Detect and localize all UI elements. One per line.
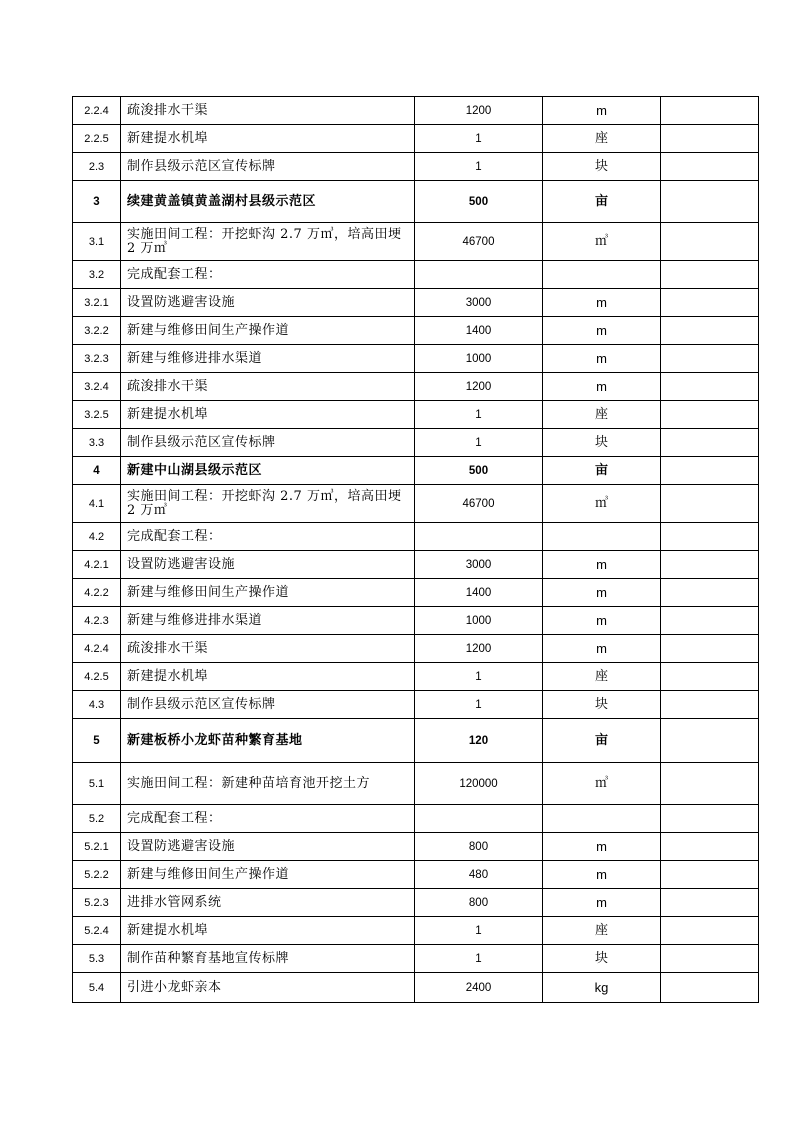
quantity-cell: 1200 xyxy=(415,373,543,401)
unit-cell: 座 xyxy=(543,401,661,429)
unit-cell: m xyxy=(543,579,661,607)
table-row xyxy=(73,805,759,833)
unit-cell: m xyxy=(543,97,661,125)
item-description-cell: 设置防逃避害设施 xyxy=(121,833,415,861)
unit-cell: ㎥ xyxy=(543,763,661,805)
row-number-cell: 2.2.4 xyxy=(73,97,121,125)
remarks-cell xyxy=(661,181,759,223)
item-description-cell: 新建中山湖县级示范区 xyxy=(121,457,415,485)
quantity-cell xyxy=(415,805,543,833)
table-row xyxy=(73,861,759,889)
table-row xyxy=(73,691,759,719)
remarks-cell xyxy=(661,457,759,485)
row-number-cell: 2.2.5 xyxy=(73,125,121,153)
table-row xyxy=(73,261,759,289)
unit-cell: 块 xyxy=(543,691,661,719)
unit-cell: 块 xyxy=(543,945,661,973)
row-number-cell: 4 xyxy=(73,457,121,485)
row-number-cell: 3.2.5 xyxy=(73,401,121,429)
table-row xyxy=(73,429,759,457)
quantity-cell: 1 xyxy=(415,429,543,457)
table-row xyxy=(73,635,759,663)
item-description-cell: 制作县级示范区宣传标牌 xyxy=(121,691,415,719)
unit-cell: m xyxy=(543,345,661,373)
item-description-cell: 进排水管网系统 xyxy=(121,889,415,917)
table-row xyxy=(73,345,759,373)
remarks-cell xyxy=(661,607,759,635)
quantity-cell: 120000 xyxy=(415,763,543,805)
quantity-cell: 46700 xyxy=(415,485,543,523)
remarks-cell xyxy=(661,429,759,457)
unit-cell: m xyxy=(543,551,661,579)
remarks-cell xyxy=(661,917,759,945)
row-number-cell: 3 xyxy=(73,181,121,223)
unit-cell: 座 xyxy=(543,917,661,945)
item-description-cell: 制作苗种繁育基地宣传标牌 xyxy=(121,945,415,973)
remarks-cell xyxy=(661,153,759,181)
table-row xyxy=(73,457,759,485)
quantity-cell: 1200 xyxy=(415,97,543,125)
unit-cell: 块 xyxy=(543,153,661,181)
row-number-cell: 4.2.4 xyxy=(73,635,121,663)
item-description-cell: 新建与维修进排水渠道 xyxy=(121,345,415,373)
row-number-cell: 3.3 xyxy=(73,429,121,457)
quantity-cell: 1 xyxy=(415,691,543,719)
remarks-cell xyxy=(661,861,759,889)
remarks-cell xyxy=(661,401,759,429)
item-description-cell: 新建与维修进排水渠道 xyxy=(121,607,415,635)
table-row xyxy=(73,125,759,153)
remarks-cell xyxy=(661,373,759,401)
quantity-cell: 500 xyxy=(415,181,543,223)
project-items-table xyxy=(72,96,759,1003)
quantity-cell: 1400 xyxy=(415,579,543,607)
row-number-cell: 5.2 xyxy=(73,805,121,833)
quantity-cell: 800 xyxy=(415,833,543,861)
item-description-cell: 完成配套工程： xyxy=(121,261,415,289)
item-description-cell: 新建提水机埠 xyxy=(121,401,415,429)
remarks-cell xyxy=(661,261,759,289)
row-number-cell: 5.2.3 xyxy=(73,889,121,917)
row-number-cell: 5.3 xyxy=(73,945,121,973)
unit-cell: 亩 xyxy=(543,457,661,485)
item-description-cell: 实施田间工程：开挖虾沟 2.7 万㎥，培高田埂 2 万㎥ xyxy=(121,223,415,261)
table-row xyxy=(73,223,759,261)
table-row xyxy=(73,973,759,1003)
remarks-cell xyxy=(661,805,759,833)
item-description-cell: 设置防逃避害设施 xyxy=(121,551,415,579)
row-number-cell: 5.4 xyxy=(73,973,121,1003)
row-number-cell: 3.1 xyxy=(73,223,121,261)
remarks-cell xyxy=(661,719,759,763)
item-description-cell: 新建与维修田间生产操作道 xyxy=(121,317,415,345)
row-number-cell: 4.1 xyxy=(73,485,121,523)
quantity-cell: 1000 xyxy=(415,345,543,373)
quantity-cell: 46700 xyxy=(415,223,543,261)
remarks-cell xyxy=(661,579,759,607)
quantity-cell: 2400 xyxy=(415,973,543,1003)
table-row xyxy=(73,763,759,805)
item-description-cell: 设置防逃避害设施 xyxy=(121,289,415,317)
unit-cell: m xyxy=(543,861,661,889)
row-number-cell: 4.2.3 xyxy=(73,607,121,635)
quantity-cell: 1 xyxy=(415,663,543,691)
unit-cell: m xyxy=(543,607,661,635)
row-number-cell: 4.3 xyxy=(73,691,121,719)
remarks-cell xyxy=(661,973,759,1003)
quantity-cell: 1 xyxy=(415,401,543,429)
unit-cell: 座 xyxy=(543,125,661,153)
remarks-cell xyxy=(661,485,759,523)
row-number-cell: 4.2.2 xyxy=(73,579,121,607)
row-number-cell: 5.2.2 xyxy=(73,861,121,889)
remarks-cell xyxy=(661,889,759,917)
unit-cell: m xyxy=(543,289,661,317)
remarks-cell xyxy=(661,223,759,261)
quantity-cell: 500 xyxy=(415,457,543,485)
quantity-cell: 480 xyxy=(415,861,543,889)
table-row xyxy=(73,153,759,181)
remarks-cell xyxy=(661,289,759,317)
quantity-cell: 120 xyxy=(415,719,543,763)
item-description-cell: 新建提水机埠 xyxy=(121,663,415,691)
row-number-cell: 4.2 xyxy=(73,523,121,551)
item-description-cell: 完成配套工程： xyxy=(121,523,415,551)
row-number-cell: 5.2.1 xyxy=(73,833,121,861)
unit-cell: m xyxy=(543,889,661,917)
table-row xyxy=(73,917,759,945)
table-row xyxy=(73,889,759,917)
remarks-cell xyxy=(661,125,759,153)
table-row xyxy=(73,523,759,551)
unit-cell: kg xyxy=(543,973,661,1003)
quantity-cell: 1 xyxy=(415,153,543,181)
item-description-cell: 疏浚排水干渠 xyxy=(121,97,415,125)
item-description-cell: 实施田间工程：开挖虾沟 2.7 万㎥，培高田埂 2 万㎥ xyxy=(121,485,415,523)
row-number-cell: 5.2.4 xyxy=(73,917,121,945)
table-row xyxy=(73,833,759,861)
table-row xyxy=(73,373,759,401)
unit-cell: 亩 xyxy=(543,181,661,223)
item-description-cell: 续建黄盖镇黄盖湖村县级示范区 xyxy=(121,181,415,223)
item-description-cell: 新建提水机埠 xyxy=(121,917,415,945)
unit-cell xyxy=(543,523,661,551)
quantity-cell: 1 xyxy=(415,917,543,945)
unit-cell: 亩 xyxy=(543,719,661,763)
remarks-cell xyxy=(661,691,759,719)
table-row xyxy=(73,945,759,973)
quantity-cell: 3000 xyxy=(415,289,543,317)
item-description-cell: 制作县级示范区宣传标牌 xyxy=(121,429,415,457)
remarks-cell xyxy=(661,635,759,663)
table-row xyxy=(73,97,759,125)
remarks-cell xyxy=(661,317,759,345)
remarks-cell xyxy=(661,345,759,373)
unit-cell xyxy=(543,805,661,833)
item-description-cell: 制作县级示范区宣传标牌 xyxy=(121,153,415,181)
quantity-cell: 800 xyxy=(415,889,543,917)
item-description-cell: 新建与维修田间生产操作道 xyxy=(121,861,415,889)
quantity-cell: 1200 xyxy=(415,635,543,663)
remarks-cell xyxy=(661,833,759,861)
table-row xyxy=(73,719,759,763)
table-row xyxy=(73,401,759,429)
quantity-cell: 1 xyxy=(415,945,543,973)
row-number-cell: 3.2.1 xyxy=(73,289,121,317)
item-description-cell: 新建与维修田间生产操作道 xyxy=(121,579,415,607)
quantity-cell: 3000 xyxy=(415,551,543,579)
unit-cell: m xyxy=(543,635,661,663)
item-description-cell: 疏浚排水干渠 xyxy=(121,373,415,401)
table-row xyxy=(73,579,759,607)
row-number-cell: 3.2 xyxy=(73,261,121,289)
remarks-cell xyxy=(661,945,759,973)
row-number-cell: 3.2.2 xyxy=(73,317,121,345)
table-row xyxy=(73,289,759,317)
row-number-cell: 3.2.3 xyxy=(73,345,121,373)
row-number-cell: 4.2.1 xyxy=(73,551,121,579)
quantity-cell: 1000 xyxy=(415,607,543,635)
unit-cell: 座 xyxy=(543,663,661,691)
item-description-cell: 疏浚排水干渠 xyxy=(121,635,415,663)
remarks-cell xyxy=(661,97,759,125)
row-number-cell: 3.2.4 xyxy=(73,373,121,401)
table-row xyxy=(73,663,759,691)
row-number-cell: 2.3 xyxy=(73,153,121,181)
unit-cell: ㎥ xyxy=(543,223,661,261)
quantity-cell: 1400 xyxy=(415,317,543,345)
row-number-cell: 5.1 xyxy=(73,763,121,805)
table-row xyxy=(73,607,759,635)
unit-cell: m xyxy=(543,833,661,861)
table-row xyxy=(73,485,759,523)
row-number-cell: 5 xyxy=(73,719,121,763)
table-row xyxy=(73,551,759,579)
remarks-cell xyxy=(661,551,759,579)
unit-cell: ㎥ xyxy=(543,485,661,523)
item-description-cell: 完成配套工程： xyxy=(121,805,415,833)
item-description-cell: 新建提水机埠 xyxy=(121,125,415,153)
unit-cell: m xyxy=(543,317,661,345)
remarks-cell xyxy=(661,663,759,691)
table-body xyxy=(73,97,759,1003)
quantity-cell xyxy=(415,261,543,289)
table-row xyxy=(73,317,759,345)
quantity-cell xyxy=(415,523,543,551)
unit-cell: 块 xyxy=(543,429,661,457)
quantity-cell: 1 xyxy=(415,125,543,153)
unit-cell xyxy=(543,261,661,289)
item-description-cell: 实施田间工程：新建种苗培育池开挖土方 xyxy=(121,763,415,805)
row-number-cell: 4.2.5 xyxy=(73,663,121,691)
remarks-cell xyxy=(661,523,759,551)
item-description-cell: 新建板桥小龙虾苗种繁育基地 xyxy=(121,719,415,763)
unit-cell: m xyxy=(543,373,661,401)
item-description-cell: 引进小龙虾亲本 xyxy=(121,973,415,1003)
remarks-cell xyxy=(661,763,759,805)
table-row xyxy=(73,181,759,223)
